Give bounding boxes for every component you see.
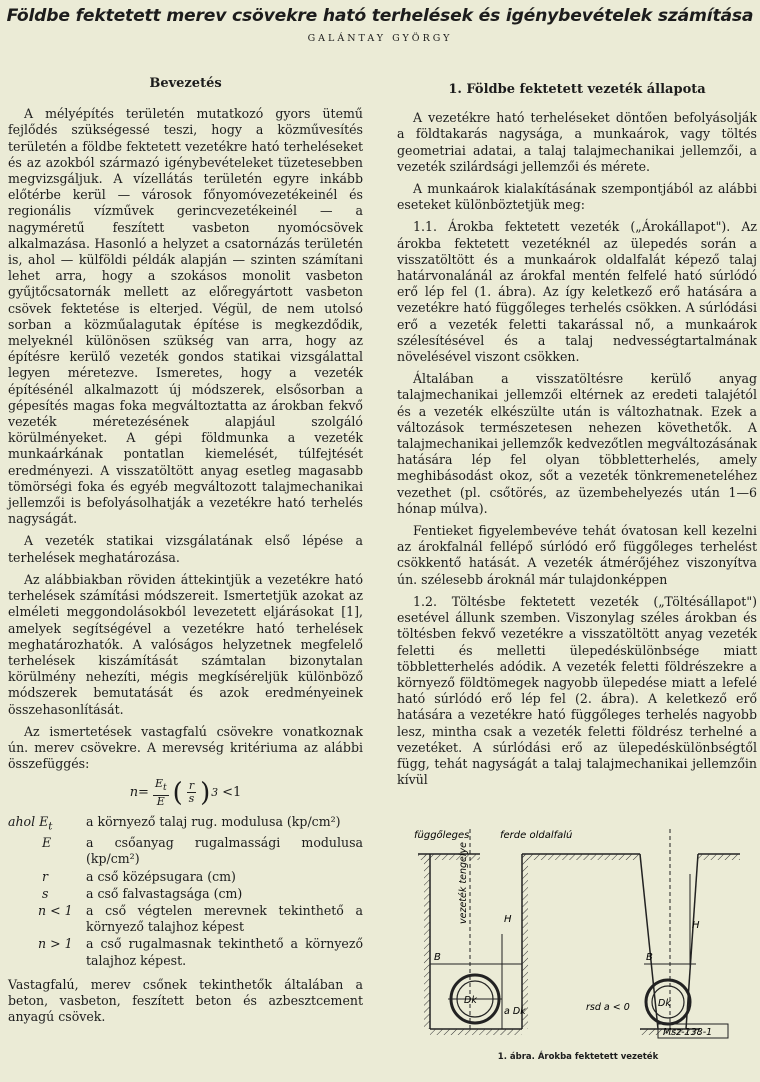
formula-lhs: n=: [129, 784, 149, 800]
label-Dk: Dk: [464, 995, 477, 1006]
formula-inner-den: s: [188, 792, 195, 806]
formula-numerator: E: [154, 777, 163, 791]
label-B-right: B: [646, 952, 653, 963]
legend-symbol: s: [42, 885, 49, 901]
paragraph: 1.1. Árokba fektetett vezeték („Árokállapot"). Az árokba fektetett vezetéknél az ülepedés során a visszatöltött és a munkaárok oldalfalát képező talaj határvonalánál az árokfal mentén felfelé ható súrlódó erő lép fel (1. ábra). Az így keletkező erő hatására a vezetékre ható függőleges terhelés csökken. A súrlódási erő a vezeték feletti takarással nő, a munkaárok szélesítésével és a talaj nedvességtartalmának növelésével viszont csökken.: [397, 219, 757, 365]
legend-text: a cső falvastagsága (cm): [86, 885, 243, 901]
formula-numerator-sub: t: [162, 782, 167, 794]
trench-wall-sloped-left: [640, 854, 658, 1029]
label-tengely: vezeték tengelye: [458, 842, 469, 924]
paragraph: A vezeték statikai vizsgálatának első lépése a terhelések meghatározása.: [8, 533, 363, 565]
legend-symbol: n < 1: [38, 903, 73, 919]
rigidity-formula: [8, 778, 363, 807]
section-heading-intro: Bevezetés: [149, 76, 222, 91]
paragraph: A mélyépítés területén mutatkozó gyors ütemű fejlődés szükségessé teszi, hogy a közművesítés területén a földbe fektetett vezetékre ható terheléseket és az azokból származó igénybevételeket tüzetesebben megvizsgáljuk. A vízellátás területén egyre inkább előtérbe kerül — városok főnyomóvezetékeinél és regionális vízművek gerincvezetékeinél — a nagyméretű feszített vasbeton nyomócsövek alkalmazása. Hasonló a helyzet a csatornázás területén is, ahol — külföldi példák alapján — szinten számítani lehet arra, hogy a szokásos monolit vasbeton gyűjtőcsatornák mellett az előregyártott vasbeton csövek fektetése is elterjed. Végül, de nem utolsó sorban a közműalagutak építése is megkezdődik, melyeknél különösen szükség van arra, hogy az építésre kerülő vezeték gondos statikai vizsgálattal legyen méretezve. Ismeretes, hogy a vezeték építésénél alkalmazott új módszerek, elsősorban a gépesítés magas foka megváltoztatta az árokban fekvő vezeték méretezésének alapjául szolgáló körülményeket. A gépi földmunka a vezeték munkaárkának pontatlan kiemelését, túlfejtését eredményezi. A visszatöltött anyag esetleg magasabb tömörségi foka és egyéb megváltozott talajmechanikai jellemzői is befolyásolhatják a vezetékre ható terhelés nagyságát.: [8, 106, 363, 527]
paragraph: Az ismertetések vastagfalú csövekre vonatkoznak ún. merev csövekre. A merevség kritériuma az alábbi összefüggés:: [8, 723, 363, 772]
stamp-label: Msz-138-1: [663, 1027, 713, 1038]
legend-row: [8, 869, 363, 885]
legend-row: [8, 835, 363, 867]
legend-symbol: n > 1: [38, 936, 73, 952]
legend-text: a cső végtelen merevnek tekinthető a környező talajhoz képest: [86, 903, 363, 935]
trench-diagram: [400, 824, 756, 1049]
right-column: [397, 82, 757, 794]
label-aDk: a Dk: [504, 1006, 526, 1017]
legend-text: a környező talaj rug. modulusa (kp/cm²): [86, 813, 341, 829]
paragraph: Az alábbiakban röviden áttekintjük a vezetékre ható terhelések számítási módszereit. Ismertetjük azokat az elméleti meggondolásokból levezetett eljárásokat [1], amelyek segítségével a vezetékre ható terhelések meghatározhatók. A valóságos helyzetnek megfelelő terhelések kiszámítását számtalan bizonytalan körülmény nehezíti, mégis megkíséreljük különböző módszerek bemutatását és azok eredményeinek összehasonlítását.: [8, 571, 363, 717]
figure-caption: 1. ábra. Árokba fektetett vezeték: [497, 1052, 659, 1062]
formula-fraction: [153, 778, 169, 807]
paragraph: Fentieket figyelembevéve tehát óvatosan kell kezelni az árokfalnál fellépő súrlódó erő függőleges terhelést csökkentő hatását. A vezeték átmérőjéhez viszonyítva ún. szélesebb ároknál már tulajdonképpen: [397, 523, 757, 587]
figure-1: [400, 824, 756, 1074]
label-fuggoleges: függőleges: [414, 830, 470, 841]
formula-paren-close: ): [200, 777, 211, 808]
paragraph-closing: Vastagfalú, merev csőnek tekinthetők általában a beton, vasbeton, feszített beton és azbesztcement anyagú csövek.: [8, 976, 363, 1025]
formula-inner-num: r: [188, 779, 195, 793]
label-rsd: rsd a < 0: [586, 1002, 630, 1013]
label-H: H: [504, 914, 512, 925]
legend-text: a cső középsugara (cm): [86, 868, 236, 884]
formula-paren-open: (: [172, 777, 183, 808]
symbol-legend: [8, 814, 363, 969]
author-name: GALÁNTAY GYÖRGY: [307, 33, 453, 44]
legend-row: [8, 903, 363, 935]
legend-symbol: E: [42, 835, 52, 851]
formula-inner-fraction: [187, 780, 196, 805]
trench-wall-sloped-right: [686, 854, 698, 1029]
formula-exponent: 3: [211, 785, 219, 799]
legend-row: [8, 886, 363, 902]
legend-symbol: r: [42, 868, 48, 884]
section-heading-1: 1. Földbe fektetett vezeték állapota: [448, 82, 706, 97]
legend-row: ahol $E_t$ a környező talaj rug. modulusa (kp/cm²): [8, 814, 363, 835]
article-title: Földbe fektetett merev csövekre ható terhelések és igénybevételek számítása: [6, 6, 754, 26]
legend-text: a cső rugalmasnak tekinthető a környező talajhoz képest.: [86, 936, 363, 968]
left-column: [8, 76, 363, 1031]
formula-rhs: <1: [222, 784, 242, 800]
legend-text: a csőanyag rugalmassági modulusa (kp/cm²): [86, 835, 363, 867]
label-B: B: [434, 952, 441, 963]
label-Dk-right: Dk: [658, 998, 671, 1009]
paragraph: 1.2. Töltésbe fektetett vezeték („Töltésállapot") esetével állunk szemben. Viszonylag széles árokban és töltésben fekvő vezetékre a visszatöltött anyag vezeték feletti és melletti ülepedéskülönbsége miatt többletterhelés adódik. A vezeték feletti földrészekre a környező földtömegek nagyobb ülepedése miatt a lefelé ható súrlódó erő lép fel (2. ábra). A keletkező erő hatására a vezetékre ható függőleges terhelés nagyobb lesz, mintha csak a vezeték feletti földrész terhelné a vezetéket. A súrlódási erő az ülepedéskülönbségtől függ, tehát nagyságát a talaj talajmechanikai jellemzőin kívül: [397, 593, 757, 788]
legend-symbol: ahol E: [8, 813, 49, 829]
paragraph: A munkaárok kialakításának szempontjából az alábbi eseteket különböztetjük meg:: [397, 181, 757, 213]
paragraph: Általában a visszatöltésre kerülő anyag talajmechanikai jellemzői eltérnek az eredeti talajétól és a vezeték elkészülte után is változhatnak. Ezek a változások természetesen nehezen követhetők. A talajmechanikai jellemzők kedvezőtlen megváltozásának hatására lép fel olyan többletterhelés, amely meghibásodást okoz, sőt a vezeték tönkremeneteléhez vezethet (pl. csőtörés, az üzembehelyezés után 1—6 hónap múlva).: [397, 371, 757, 516]
label-ferde: ferde oldalfalú: [500, 830, 573, 841]
label-H-right: H: [692, 920, 700, 931]
paragraph: A vezetékre ható terheléseket döntően befolyásolják a földtakarás nagysága, a munkaárok, vagy töltés geometriai adatai, a talaj talajmechanikai jellemzői, a vezeték szilárdsági jellemzői és mérete.: [397, 110, 757, 174]
legend-row: [8, 936, 363, 968]
formula-denominator: E: [156, 794, 165, 808]
